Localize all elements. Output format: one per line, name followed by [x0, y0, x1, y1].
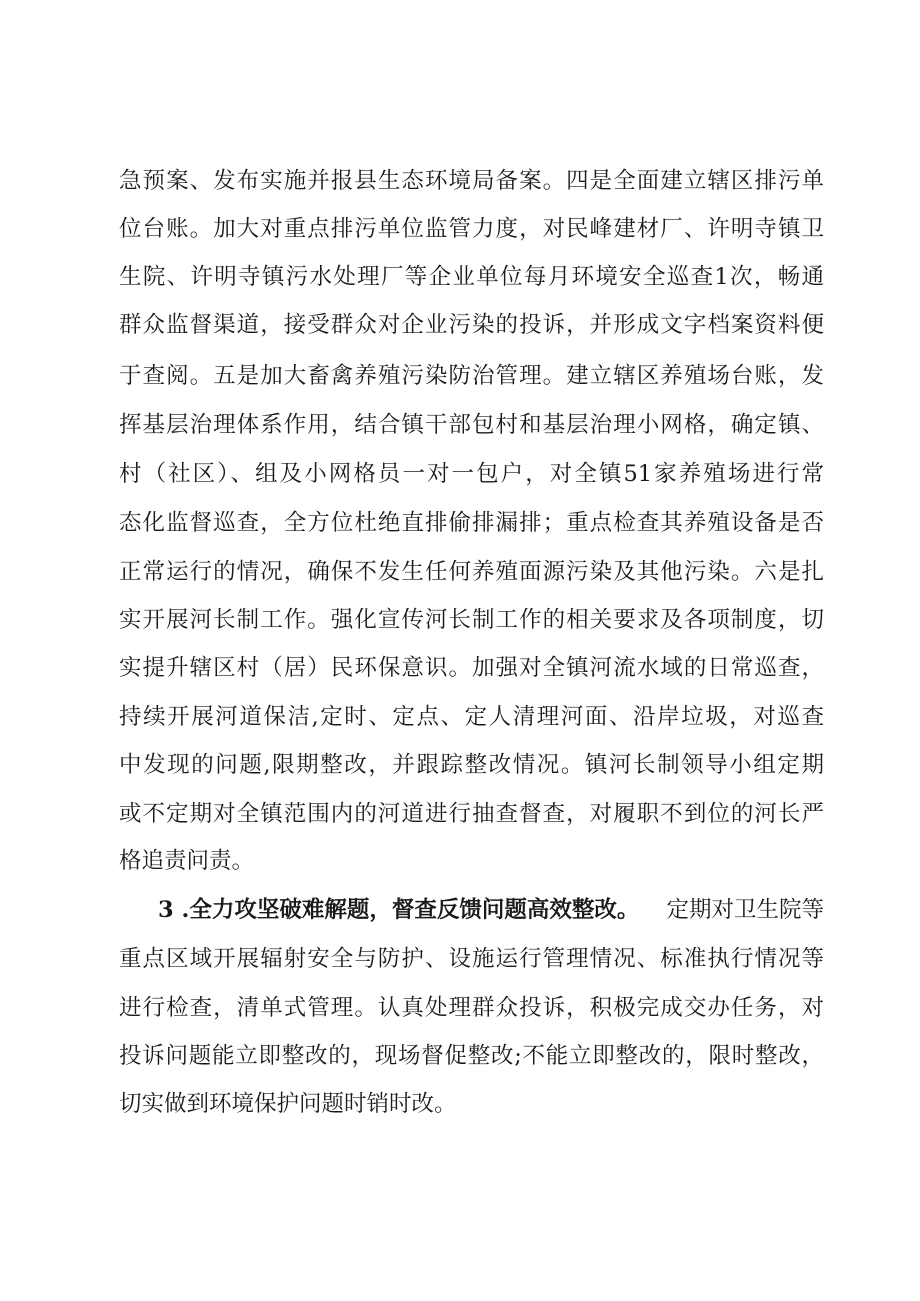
paragraph-line: 或不定期对全镇范围内的河道进行抽查督查，对履职不到位的河长严	[119, 801, 824, 827]
paragraph-line: 进行检查，清单式管理。认真处理群众投诉，积极完成交办任务，对	[119, 995, 824, 1021]
section-heading-line	[158, 895, 824, 925]
paragraph-line: 挥基层治理体系作用，结合镇干部包村和基层治理小网格，确定镇、	[119, 412, 824, 438]
paragraph-line: 村（社区）、组及小网格员一对一包户，对全镇51家养殖场进行常	[119, 461, 824, 487]
paragraph-line: 生院、许明寺镇污水处理厂等企业单位每月环境安全巡查1次，畅通	[119, 264, 824, 290]
paragraph-line: 实提升辖区村（居）民环保意识。加强对全镇河流水域的日常巡查，	[119, 655, 824, 681]
paragraph-line: 持续开展河道保洁,定时、定点、定人清理河面、沿岸垃圾，对巡查	[119, 704, 824, 730]
paragraph-line: 格追责问责。	[119, 848, 255, 874]
paragraph-line: 群众监督渠道，接受群众对企业污染的投诉，并形成文字档案资料便	[119, 312, 824, 338]
paragraph-line: 位台账。加大对重点排污单位监管力度，对民峰建材厂、许明寺镇卫	[119, 216, 824, 242]
paragraph-line: 重点区域开展辐射安全与防护、设施运行管理情况、标准执行情况等	[119, 946, 824, 972]
paragraph-line: 态化监督巡查，全方位杜绝直排偷排漏排；重点检查其养殖设备是否	[119, 510, 824, 536]
paragraph-line: 实开展河长制工作。强化宣传河长制工作的相关要求及各项制度，切	[119, 607, 824, 633]
paragraph-line: 正常运行的情况，确保不发生任何养殖面源污染及其他污染。六是扎	[119, 559, 824, 585]
paragraph-line: 中发现的问题,限期整改，并跟踪整改情况。镇河长制领导小组定期	[119, 752, 824, 778]
paragraph-line: 投诉问题能立即整改的，现场督促整改;不能立即整改的，限时整改，	[119, 1043, 824, 1069]
paragraph-line: 急预案、发布实施并报县生态环境局备案。四是全面建立辖区排污单	[119, 168, 824, 194]
section-heading: 3 .全力攻坚破难解题，督查反馈问题高效整改。	[158, 897, 640, 923]
section-heading-rest: 定期对卫生院等	[666, 897, 824, 923]
paragraph-line: 于查阅。五是加大畜禽养殖污染防治管理。建立辖区养殖场台账，发	[119, 363, 824, 389]
paragraph-line: 切实做到环境保护问题时销时改。	[119, 1091, 457, 1117]
